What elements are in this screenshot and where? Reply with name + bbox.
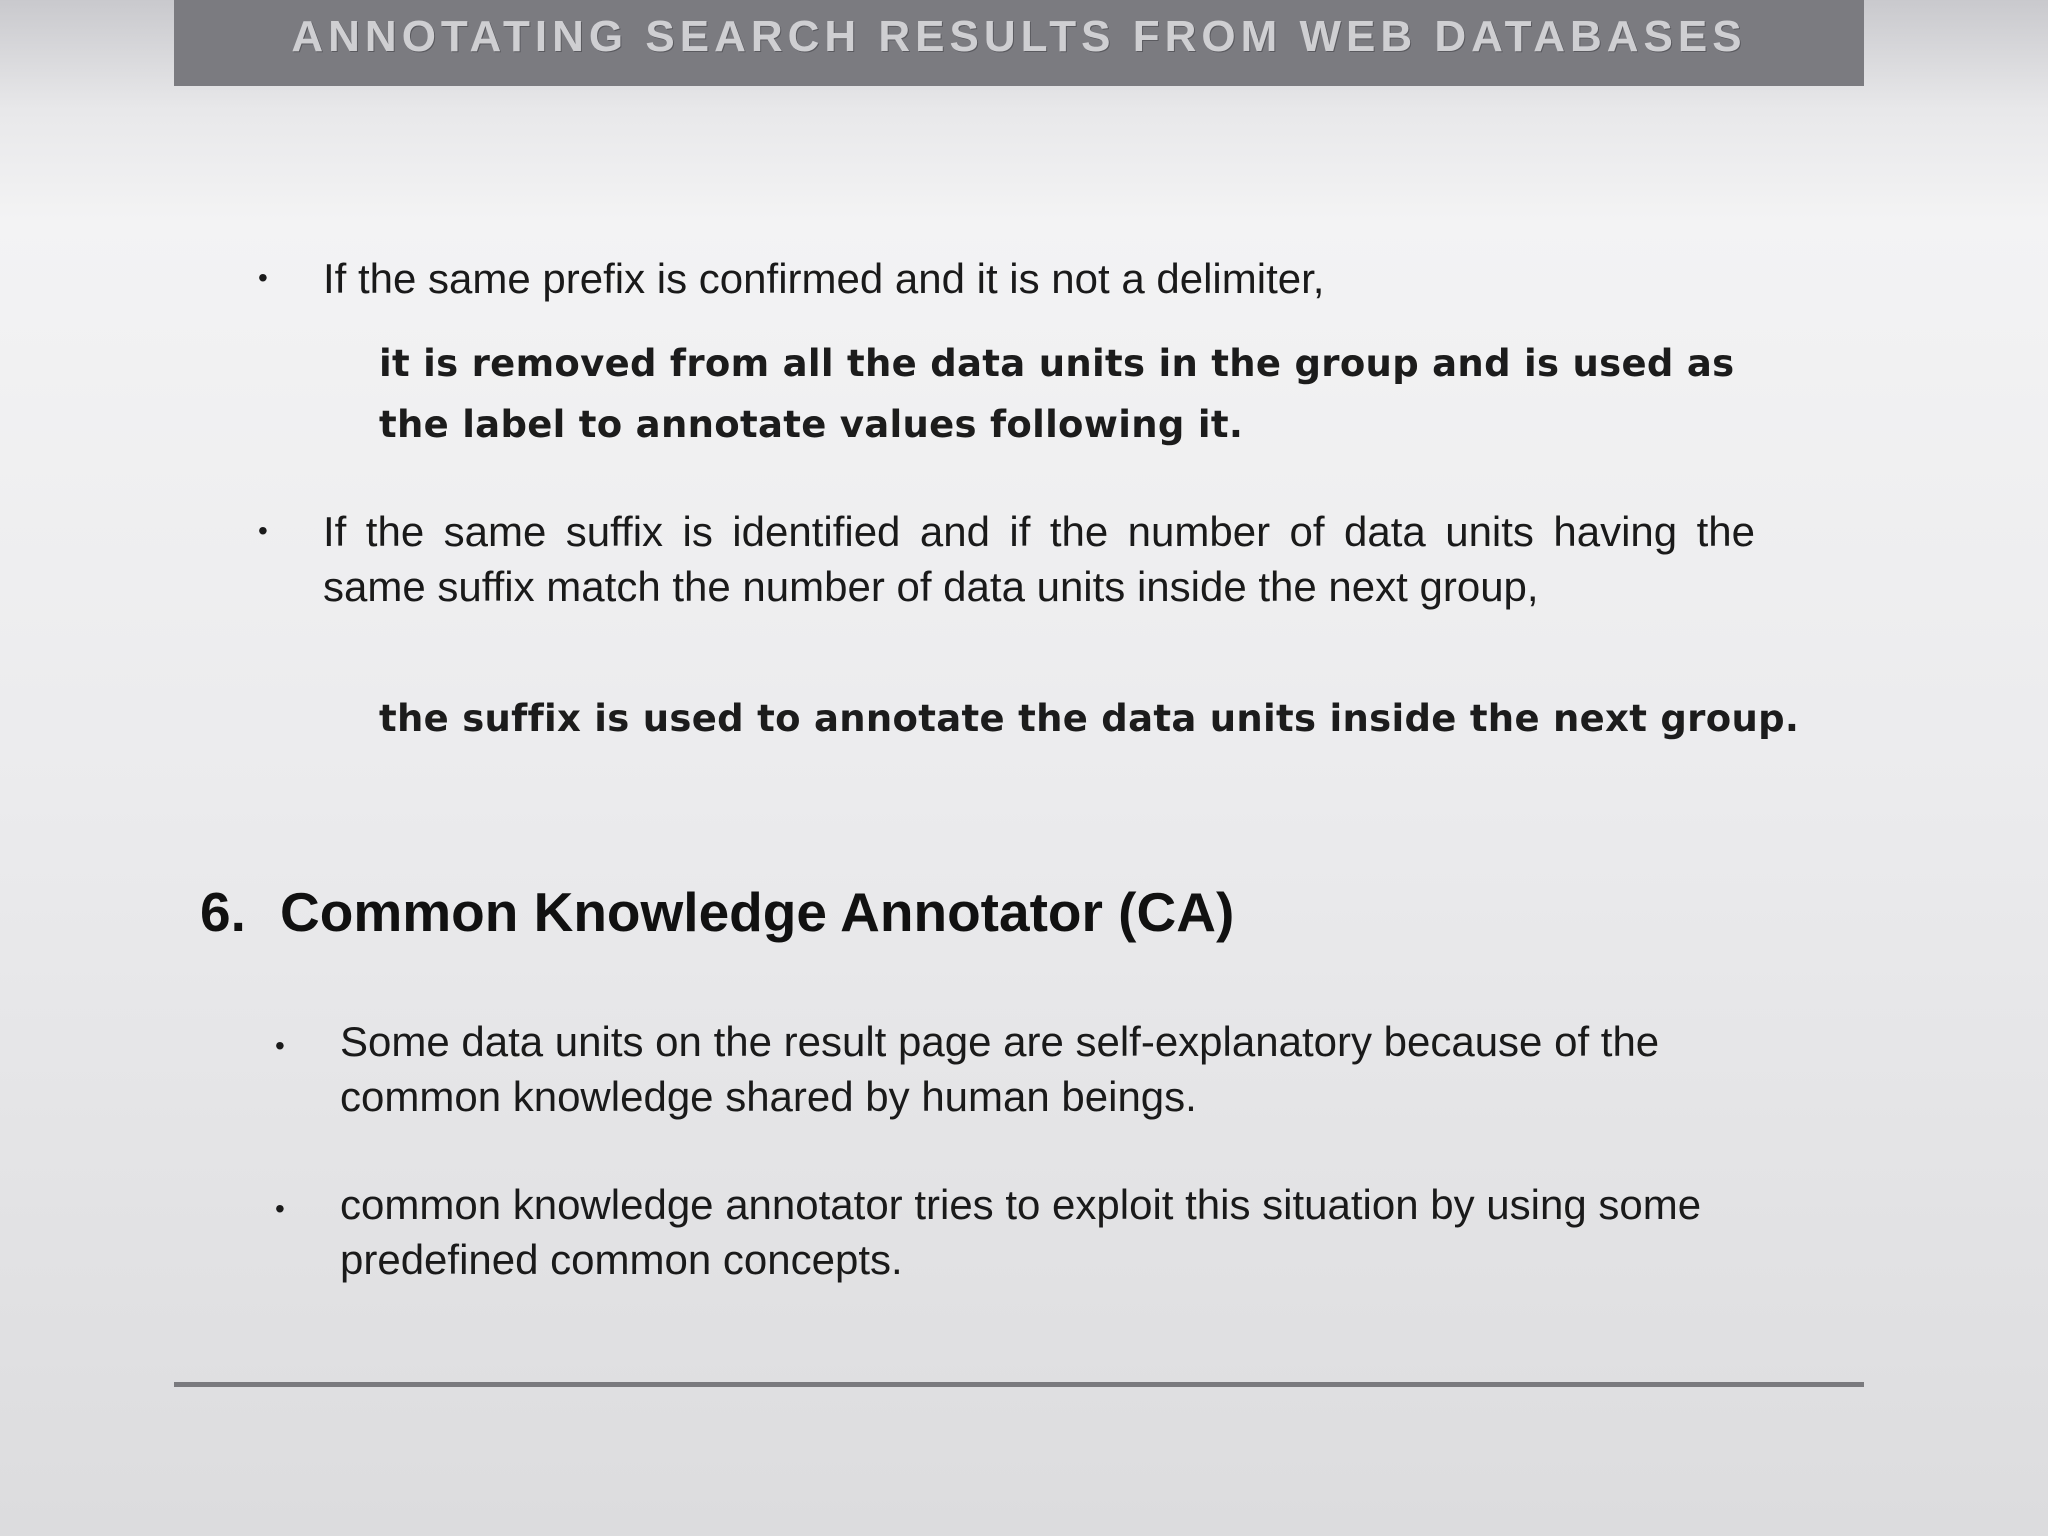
section-heading	[200, 880, 1234, 944]
bullet-marker: •	[258, 515, 268, 546]
ca-item-predefined-concepts: common knowledge annotator tries to exploit this situation by using some predefined common concepts.	[340, 1181, 1702, 1283]
bullet-marker: •	[258, 262, 268, 293]
section-number: 6.	[200, 881, 246, 943]
ca-item-self-explanatory: Some data units on the result page are self-explanatory because of the common knowledge shared by human beings.	[340, 1018, 1660, 1120]
section-heading-text: Common Knowledge Annotator (CA)	[280, 881, 1235, 943]
prefix-rule-text: If the same prefix is confirmed and it is not a delimiter,	[323, 255, 1325, 302]
suffix-rule-detail: the suffix is used to annotate the data units inside the next group.	[379, 697, 1800, 740]
bullet-marker: •	[275, 1193, 285, 1224]
bullet-marker: •	[275, 1030, 285, 1061]
title-bar	[174, 0, 1864, 86]
suffix-rule-text: If the same suffix is identified and if the number of data units having the same suffix match the number of data units inside the next group,	[323, 508, 1755, 610]
slide-title: ANNOTATING SEARCH RESULTS FROM WEB DATABASES	[291, 12, 1747, 61]
footer-divider	[174, 1382, 1864, 1387]
prefix-rule-detail: it is removed from all the data units in the group and is used as the label to annotate values following it.	[379, 342, 1735, 446]
